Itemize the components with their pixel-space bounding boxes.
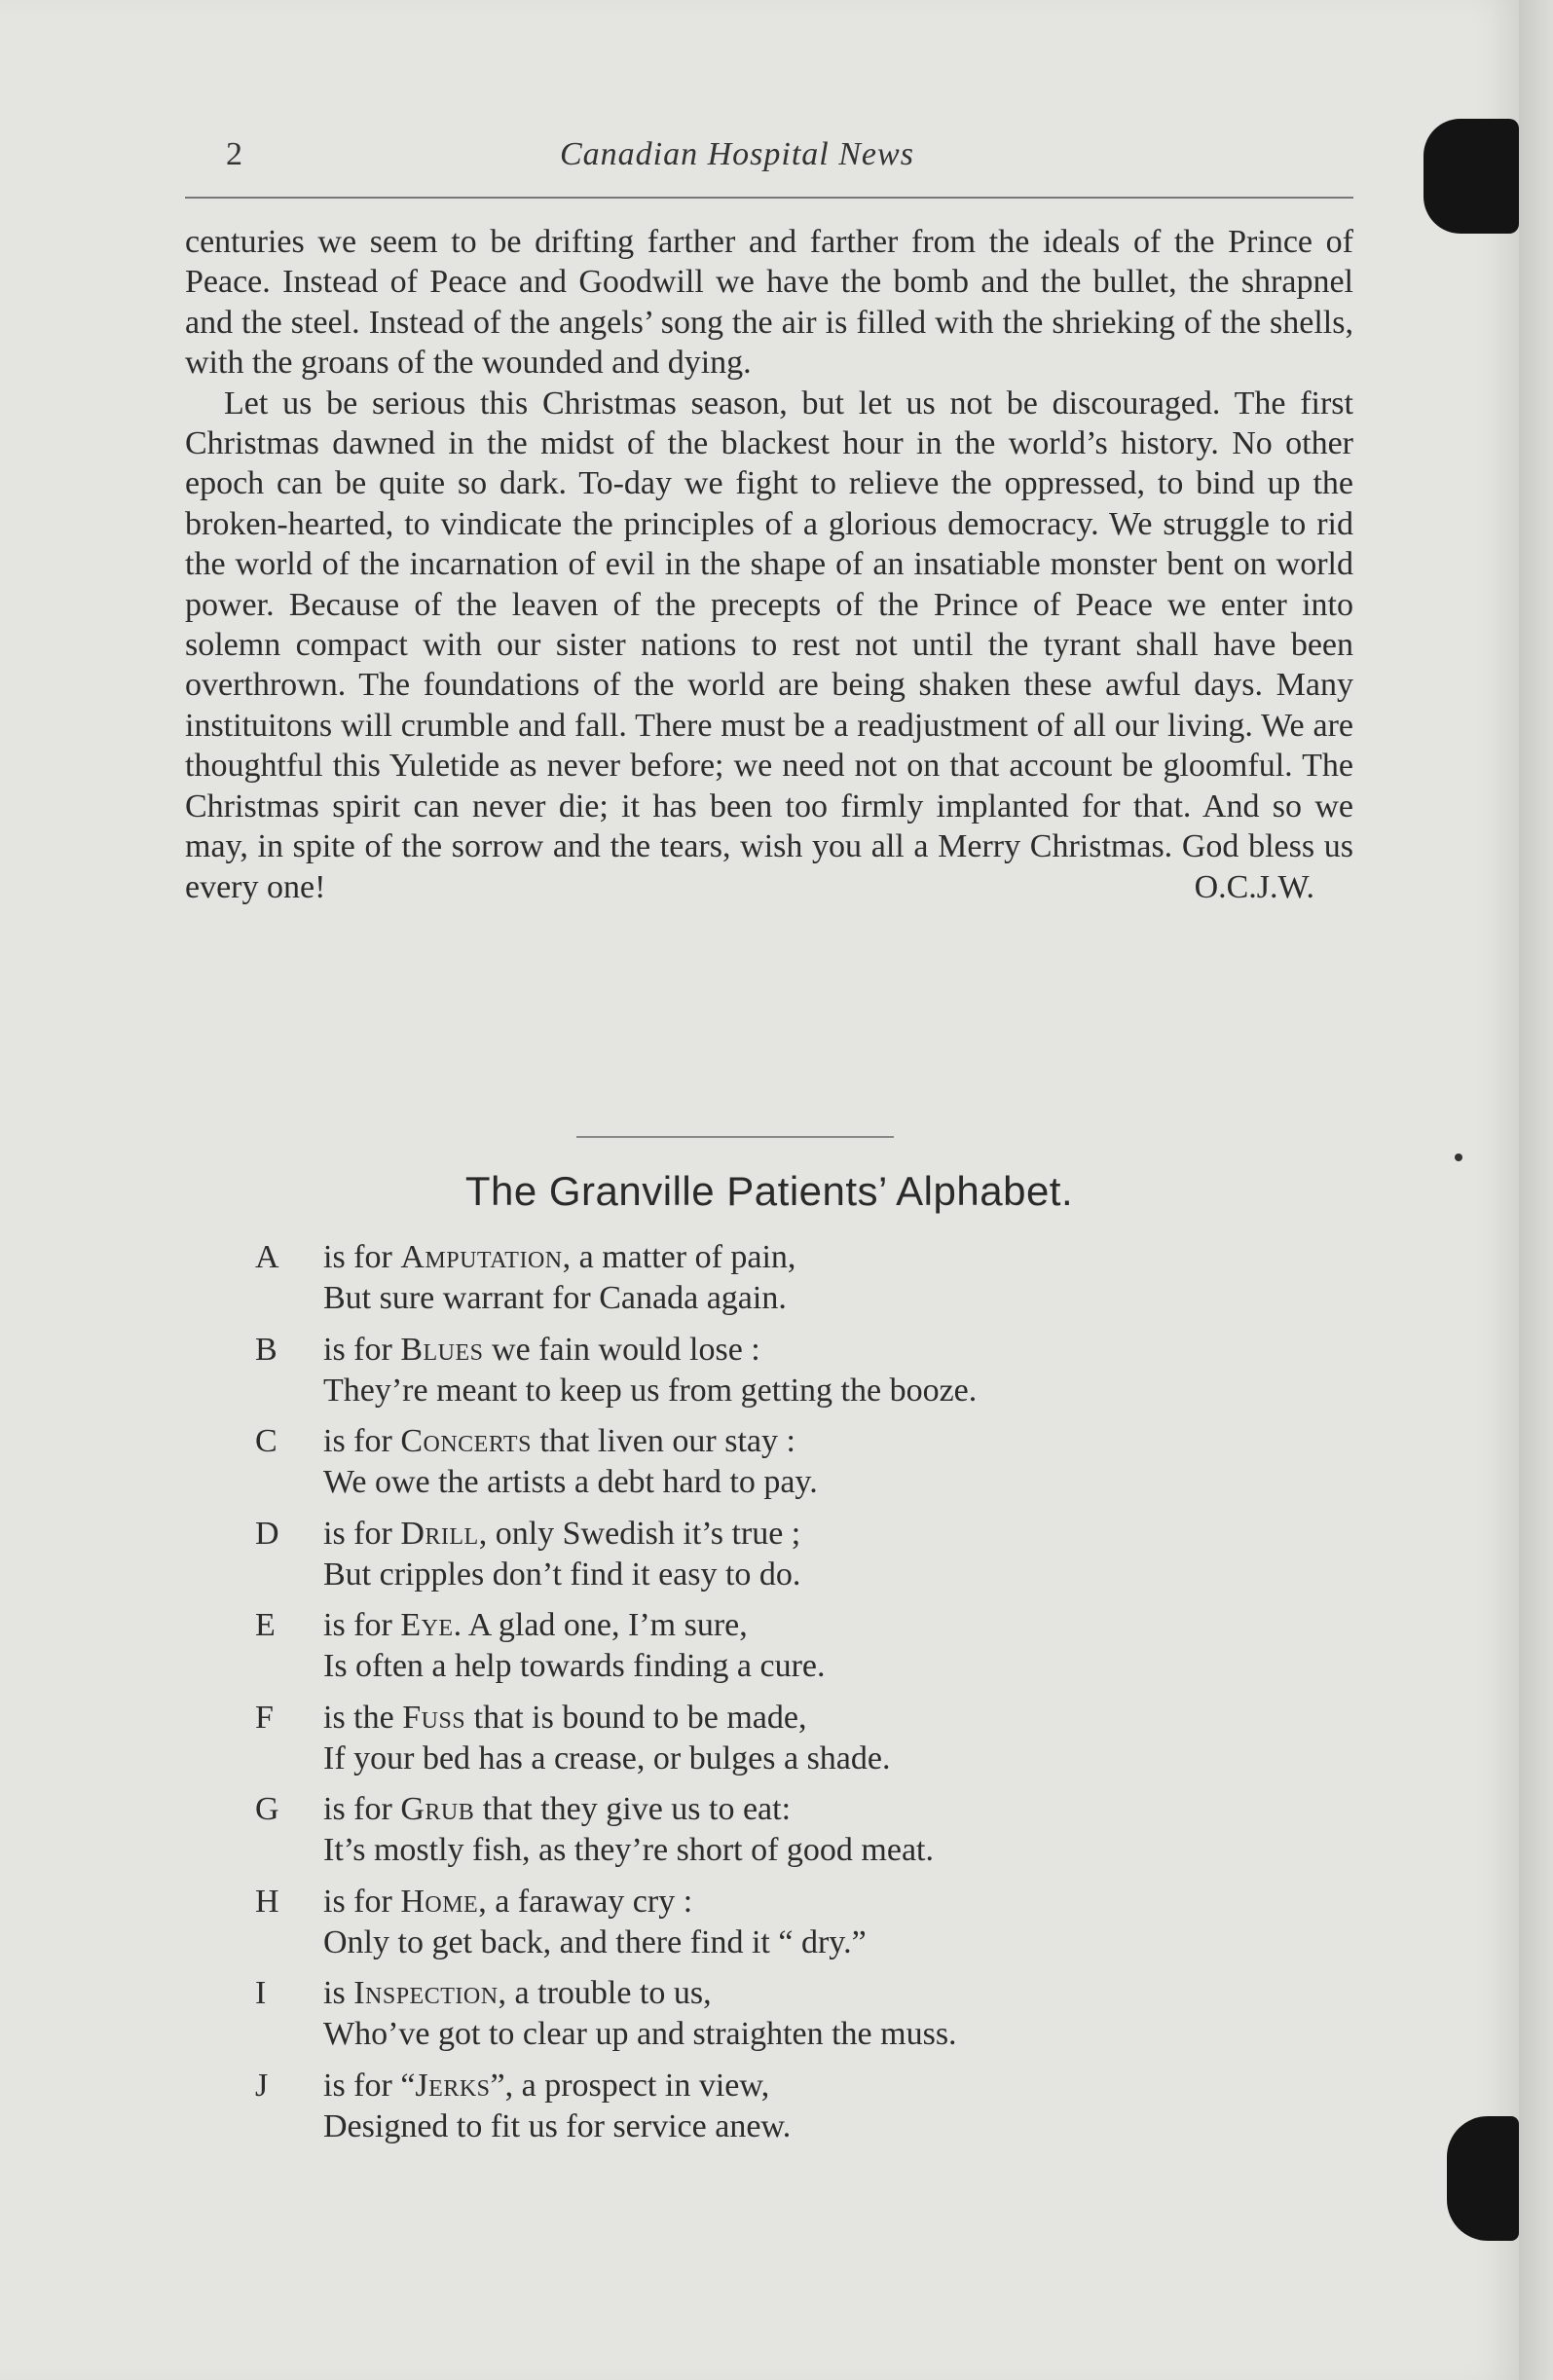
page-edge	[1519, 0, 1553, 2380]
entry-post: . A glad one, I’m sure,	[453, 1607, 748, 1643]
entry-line-1	[323, 1607, 748, 1644]
entry-post: , a trouble to us,	[498, 1975, 712, 2011]
entry-line-2: We owe the artists a debt hard to pay.	[323, 1464, 818, 1500]
entry-line-1	[323, 1239, 795, 1276]
entry-line-1	[323, 1516, 800, 1553]
entry-letter: B	[255, 1331, 277, 1368]
entry-pre: is	[323, 1975, 354, 2011]
entry-line-2: Only to get back, and there find it “ dry.”	[323, 1923, 867, 1960]
entry-line-1	[323, 2068, 769, 2105]
alphabet-entry-b	[255, 1332, 1375, 1424]
alphabet-entry-h	[255, 1884, 1375, 1976]
alphabet-entry-d	[255, 1516, 1375, 1608]
binding-mark-bottom	[1447, 2116, 1519, 2241]
entry-post: , a matter of pain,	[562, 1239, 796, 1275]
entry-letter: I	[255, 1975, 267, 2011]
entry-pre: is for “	[323, 2067, 416, 2104]
binding-mark-top	[1424, 119, 1519, 234]
entry-post: , a faraway cry :	[478, 1883, 693, 1920]
page-header	[185, 136, 1353, 195]
editorial-paragraph-1: centuries we seem to be drifting farther and farther from the ideals of the Prince of Peace. Instead of Peace and Goodwill we have the bomb and the bullet, the shrapnel and the steel. Instead of the angels’ song the air is filled with the shrieking of the shells, with the groans of the wounded and dying.	[185, 224, 1353, 382]
entry-keyword: Home	[400, 1883, 479, 1920]
entry-line-2: Is often a help towards finding a cure.	[323, 1648, 826, 1684]
alphabet-entry-f	[255, 1700, 1375, 1792]
entry-line-2: If your bed has a crease, or bulges a shade.	[323, 1739, 891, 1776]
editorial-paragraph-2	[185, 384, 1353, 907]
entry-post: that is bound to be made,	[465, 1699, 807, 1736]
entry-letter: A	[255, 1239, 279, 1275]
entry-letter: C	[255, 1423, 277, 1459]
alphabet-title: The Granville Patients’ Alphabet.	[464, 1168, 1074, 1214]
running-head: Canadian Hospital News	[560, 136, 914, 172]
entry-post: , only Swedish it’s true ;	[478, 1515, 801, 1552]
entry-post: ”, a prospect in view,	[490, 2067, 770, 2104]
entry-post: that they give us to eat:	[474, 1791, 792, 1827]
entry-line-1	[323, 1423, 795, 1460]
entry-pre: is for	[323, 1239, 401, 1275]
header-rule	[185, 197, 1353, 199]
entry-keyword: Fuss	[402, 1699, 466, 1736]
entry-pre: is for	[323, 1791, 401, 1827]
alphabet-entry-j	[255, 2068, 1375, 2160]
entry-letter: G	[255, 1791, 279, 1827]
entry-letter: J	[255, 2067, 269, 2104]
entry-line-1	[323, 1975, 712, 2012]
entry-pre: is for	[323, 1607, 401, 1643]
entry-line-1	[323, 1884, 692, 1921]
entry-keyword: Blues	[400, 1331, 484, 1368]
entry-letter: H	[255, 1883, 279, 1920]
alphabet-entry-c	[255, 1423, 1375, 1516]
entry-line-1	[323, 1332, 760, 1369]
entry-pre: is for	[323, 1331, 401, 1368]
entry-pre: is for	[323, 1423, 401, 1459]
entry-pre: is for	[323, 1515, 401, 1552]
entry-letter: E	[255, 1607, 276, 1643]
alphabet-entry-g	[255, 1791, 1375, 1884]
entry-line-2: They’re meant to keep us from getting the booze.	[323, 1372, 978, 1409]
entry-line-2: Who’ve got to clear up and straighten the muss.	[323, 2016, 957, 2052]
entry-letter: F	[255, 1699, 274, 1736]
entry-keyword: Eye	[400, 1607, 454, 1643]
alphabet-list	[255, 1239, 1375, 2159]
entry-line-2: Designed to fit us for service anew.	[323, 2107, 792, 2144]
alphabet-entry-a	[255, 1239, 1375, 1332]
ink-speck	[1455, 1153, 1462, 1161]
entry-post: we fain would lose :	[483, 1331, 760, 1368]
entry-keyword: Inspection	[353, 1975, 499, 2011]
section-divider	[576, 1136, 894, 1138]
entry-line-1	[323, 1791, 791, 1828]
entry-line-2: But sure warrant for Canada again.	[323, 1280, 787, 1316]
entry-line-1	[323, 1700, 806, 1737]
entry-keyword: Grub	[400, 1791, 475, 1827]
editorial-text	[185, 222, 1353, 907]
alphabet-entry-e	[255, 1607, 1375, 1700]
entry-line-2: But cripples don’t find it easy to do.	[323, 1556, 801, 1593]
entry-keyword: Concerts	[400, 1423, 532, 1459]
page-number: 2	[226, 136, 242, 172]
entry-keyword: Jerks	[415, 2067, 491, 2104]
editorial-signature: O.C.J.W.	[1194, 868, 1314, 905]
entry-pre: is for	[323, 1883, 401, 1920]
entry-line-2: It’s mostly fish, as they’re short of good meat.	[323, 1832, 935, 1868]
entry-pre: is the	[323, 1699, 403, 1736]
entry-post: that liven our stay :	[531, 1423, 795, 1459]
entry-keyword: Amputation	[400, 1239, 563, 1275]
entry-keyword: Drill	[400, 1515, 479, 1552]
entry-letter: D	[255, 1515, 279, 1552]
alphabet-entry-i	[255, 1975, 1375, 2068]
editorial-paragraph-2-text: Let us be serious this Christmas season, but let us not be discouraged. The first Christmas dawned in the midst of the blackest hour in the world’s history. No other epoch can be quite so dark. To-day we fight to relieve the oppressed, to bind up the broken-hearted, to vindicate the principles of a glorious democracy. We struggle to rid the world of the incarnation of evil in the shape of an insatiable monster bent on world power. Because of the leaven of the precepts of the Prince of Peace we enter into solemn compact with our sister nations to rest not until the tyrant shall have been overthrown. The foundations of the world are being shaken these awful days. Many instituitons will crumble and fall. There must be a readjustment of all our living. We are thoughtful this Yuletide as never before; we need not on that account be gloomful. The Christmas spirit can never die; it has been too firmly implanted for that. And so we may, in spite of the sorrow and the tears, wish you all a Merry Christmas. God bless us every one!	[185, 384, 1353, 905]
